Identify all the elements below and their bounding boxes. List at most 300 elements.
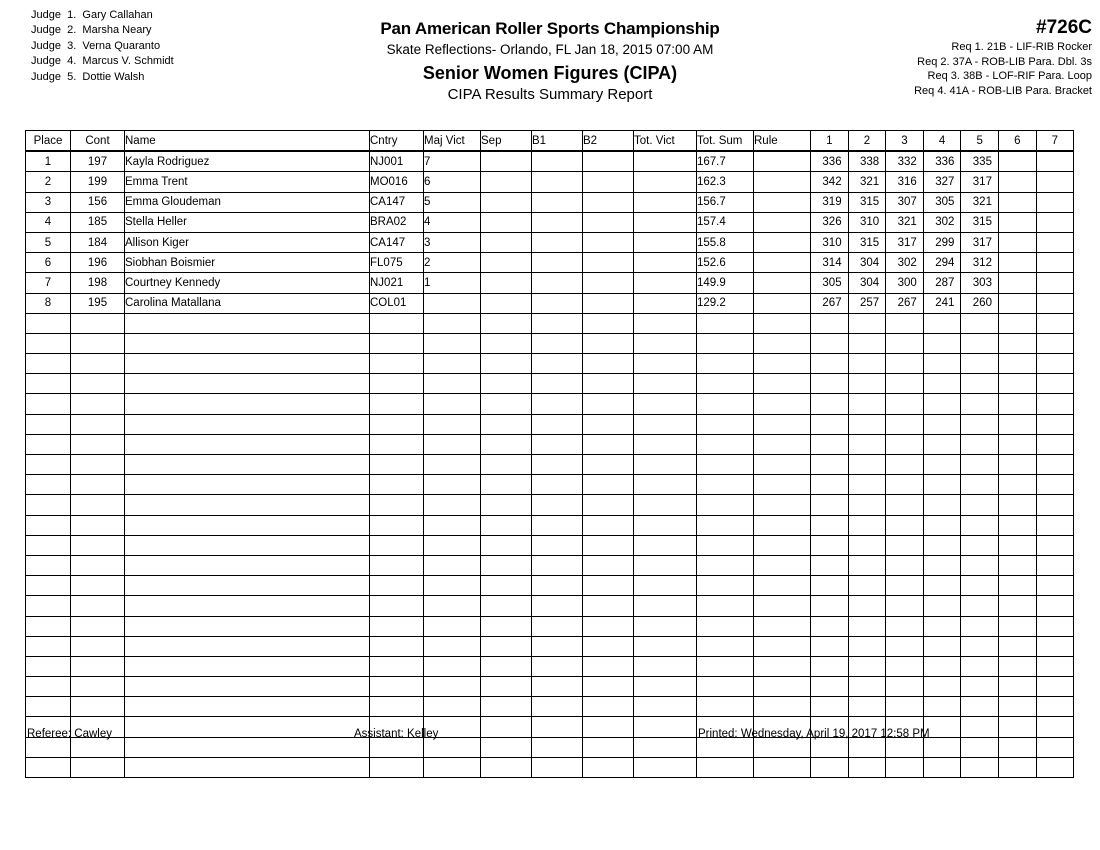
column-header: 5 xyxy=(961,131,999,152)
column-header: Tot. Sum xyxy=(697,131,754,152)
cell-rule xyxy=(754,192,811,212)
judge-entry xyxy=(31,23,174,38)
cell-empty xyxy=(811,374,849,394)
cell-empty xyxy=(923,757,961,777)
cell-empty xyxy=(370,455,424,475)
cell-place: 4 xyxy=(26,212,71,232)
judge-number: 4. xyxy=(67,55,77,68)
cell-empty xyxy=(848,475,886,495)
cell-tot-sum: 156.7 xyxy=(697,192,754,212)
cell-empty xyxy=(424,374,481,394)
cell-maj-vict xyxy=(424,293,481,313)
cell-empty xyxy=(923,394,961,414)
cell-empty xyxy=(923,656,961,676)
cell-empty xyxy=(532,555,583,575)
cell-empty xyxy=(998,414,1036,434)
cell-empty xyxy=(125,576,370,596)
cell-empty xyxy=(754,475,811,495)
table-row-empty xyxy=(26,455,1074,475)
cell-judge-score: 312 xyxy=(961,253,999,273)
cell-name: Kayla Rodriguez xyxy=(125,151,370,172)
cell-empty xyxy=(370,555,424,575)
cell-empty xyxy=(811,535,849,555)
cell-judge-score xyxy=(1036,212,1074,232)
cell-cntry: CA147 xyxy=(370,192,424,212)
cell-empty xyxy=(848,374,886,394)
cell-empty xyxy=(697,697,754,717)
cell-tot-sum: 157.4 xyxy=(697,212,754,232)
cell-judge-score xyxy=(1036,293,1074,313)
cell-rule xyxy=(754,273,811,293)
cell-judge-score: 336 xyxy=(923,151,961,172)
cell-empty xyxy=(754,414,811,434)
table-row xyxy=(26,253,1074,273)
cell-empty xyxy=(634,455,697,475)
cell-empty xyxy=(848,354,886,374)
cell-empty xyxy=(583,333,634,353)
cell-empty xyxy=(71,616,125,636)
cell-empty xyxy=(71,354,125,374)
cell-empty xyxy=(71,495,125,515)
cell-empty xyxy=(886,394,924,414)
cell-empty xyxy=(26,374,71,394)
referee-label: Referee: Cawley xyxy=(27,728,113,740)
cell-empty xyxy=(532,313,583,333)
cell-tot-vict xyxy=(634,192,697,212)
cell-empty xyxy=(754,374,811,394)
cell-empty xyxy=(583,313,634,333)
cell-empty xyxy=(923,434,961,454)
cell-empty xyxy=(125,354,370,374)
cell-empty xyxy=(811,616,849,636)
table-row-empty xyxy=(26,677,1074,697)
cell-empty xyxy=(370,636,424,656)
column-header: Rule xyxy=(754,131,811,152)
cell-empty xyxy=(634,555,697,575)
cell-b2 xyxy=(583,253,634,273)
cell-empty xyxy=(634,596,697,616)
cell-judge-score: 316 xyxy=(886,172,924,192)
cell-empty xyxy=(481,515,532,535)
judge-name: Dottie Walsh xyxy=(82,70,145,83)
cell-judge-score: 338 xyxy=(848,151,886,172)
report-header xyxy=(0,0,1100,118)
cell-empty xyxy=(754,495,811,515)
cell-empty xyxy=(481,455,532,475)
table-row-empty xyxy=(26,515,1074,535)
column-header: 2 xyxy=(848,131,886,152)
cell-empty xyxy=(961,515,999,535)
cell-empty xyxy=(424,677,481,697)
cell-empty xyxy=(754,636,811,656)
cell-empty xyxy=(697,677,754,697)
cell-rule xyxy=(754,253,811,273)
cell-empty xyxy=(886,677,924,697)
judge-name: Gary Callahan xyxy=(82,9,153,21)
cell-empty xyxy=(71,555,125,575)
cell-empty xyxy=(125,535,370,555)
cell-empty xyxy=(886,555,924,575)
cell-empty xyxy=(634,636,697,656)
cell-empty xyxy=(71,414,125,434)
cell-empty xyxy=(532,333,583,353)
cell-empty xyxy=(424,354,481,374)
table-row-empty xyxy=(26,576,1074,596)
cell-sep xyxy=(481,151,532,172)
cell-empty xyxy=(481,656,532,676)
cell-empty xyxy=(886,313,924,333)
table-row xyxy=(26,293,1074,313)
cell-cont: 184 xyxy=(71,232,125,252)
cell-empty xyxy=(923,535,961,555)
cell-tot-sum: 129.2 xyxy=(697,293,754,313)
cell-b2 xyxy=(583,212,634,232)
cell-judge-score xyxy=(1036,151,1074,172)
cell-empty xyxy=(26,475,71,495)
table-row-empty xyxy=(26,535,1074,555)
cell-empty xyxy=(125,333,370,353)
table-row-empty xyxy=(26,495,1074,515)
cell-empty xyxy=(998,394,1036,414)
cell-empty xyxy=(26,313,71,333)
judge-entry xyxy=(31,54,174,69)
cell-b2 xyxy=(583,151,634,172)
cell-empty xyxy=(697,455,754,475)
cell-empty xyxy=(532,697,583,717)
cell-cntry: CA147 xyxy=(370,232,424,252)
table-row-empty xyxy=(26,374,1074,394)
cell-tot-vict xyxy=(634,293,697,313)
event-title: Pan American Roller Sports Championship xyxy=(380,19,720,38)
cell-empty xyxy=(998,515,1036,535)
cell-empty xyxy=(961,394,999,414)
judge-role-label: Judge xyxy=(31,55,61,68)
cell-empty xyxy=(481,535,532,555)
cell-empty xyxy=(961,475,999,495)
cell-empty xyxy=(532,434,583,454)
cell-empty xyxy=(1036,354,1074,374)
judge-role-label: Judge xyxy=(31,70,61,83)
cell-b2 xyxy=(583,172,634,192)
cell-empty xyxy=(370,434,424,454)
table-row xyxy=(26,212,1074,232)
cell-empty xyxy=(424,394,481,414)
cell-judge-score: 303 xyxy=(961,273,999,293)
cell-empty xyxy=(697,757,754,777)
cell-empty xyxy=(961,535,999,555)
cell-empty xyxy=(370,515,424,535)
cell-empty xyxy=(754,616,811,636)
judge-role-label: Judge xyxy=(31,24,61,37)
cell-empty xyxy=(811,354,849,374)
cell-b1 xyxy=(532,293,583,313)
cell-empty xyxy=(1036,414,1074,434)
cell-empty xyxy=(634,535,697,555)
column-header: Maj Vict xyxy=(424,131,481,152)
cell-empty xyxy=(634,495,697,515)
table-row-empty xyxy=(26,475,1074,495)
cell-empty xyxy=(998,616,1036,636)
cell-place: 1 xyxy=(26,151,71,172)
cell-empty xyxy=(1036,677,1074,697)
cell-empty xyxy=(1036,697,1074,717)
cell-empty xyxy=(634,576,697,596)
cell-empty xyxy=(424,555,481,575)
cell-tot-sum: 155.8 xyxy=(697,232,754,252)
cell-empty xyxy=(370,616,424,636)
judge-panel xyxy=(31,8,174,85)
cell-empty xyxy=(923,455,961,475)
cell-empty xyxy=(370,757,424,777)
cell-empty xyxy=(634,475,697,495)
cell-empty xyxy=(370,475,424,495)
cell-judge-score: 315 xyxy=(848,232,886,252)
cell-empty xyxy=(754,394,811,414)
requirement-line: Req 2. 37A - ROB-LIB Para. Dbl. 3s xyxy=(917,55,1092,68)
cell-empty xyxy=(481,414,532,434)
cell-judge-score: 304 xyxy=(848,273,886,293)
cell-b1 xyxy=(532,232,583,252)
cell-tot-vict xyxy=(634,253,697,273)
judge-number: 5. xyxy=(67,70,77,83)
cell-empty xyxy=(923,555,961,575)
cell-judge-score xyxy=(998,273,1036,293)
cell-cont: 199 xyxy=(71,172,125,192)
cell-empty xyxy=(697,636,754,656)
cell-maj-vict: 2 xyxy=(424,253,481,273)
cell-empty xyxy=(424,414,481,434)
cell-empty xyxy=(848,677,886,697)
cell-empty xyxy=(26,434,71,454)
cell-empty xyxy=(886,616,924,636)
cell-maj-vict: 4 xyxy=(424,212,481,232)
cell-judge-score: 342 xyxy=(811,172,849,192)
cell-place: 6 xyxy=(26,253,71,273)
cell-cont: 196 xyxy=(71,253,125,273)
cell-empty xyxy=(71,394,125,414)
cell-empty xyxy=(71,455,125,475)
cell-tot-sum: 149.9 xyxy=(697,273,754,293)
cell-empty xyxy=(811,596,849,616)
cell-name: Emma Trent xyxy=(125,172,370,192)
cell-judge-score xyxy=(998,151,1036,172)
cell-empty xyxy=(697,616,754,636)
cell-tot-sum: 167.7 xyxy=(697,151,754,172)
cell-tot-vict xyxy=(634,212,697,232)
cell-empty xyxy=(754,455,811,475)
column-header: B1 xyxy=(532,131,583,152)
cell-name: Emma Gloudeman xyxy=(125,192,370,212)
cell-empty xyxy=(848,434,886,454)
cell-empty xyxy=(923,697,961,717)
cell-empty xyxy=(370,535,424,555)
cell-tot-sum: 162.3 xyxy=(697,172,754,192)
cell-b1 xyxy=(532,192,583,212)
table-row-empty xyxy=(26,555,1074,575)
cell-empty xyxy=(1036,495,1074,515)
cell-empty xyxy=(583,616,634,636)
cell-empty xyxy=(71,677,125,697)
cell-empty xyxy=(754,757,811,777)
cell-empty xyxy=(583,455,634,475)
cell-empty xyxy=(998,757,1036,777)
cell-empty xyxy=(583,434,634,454)
cell-empty xyxy=(998,677,1036,697)
cell-empty xyxy=(532,455,583,475)
table-row-empty xyxy=(26,354,1074,374)
table-row-empty xyxy=(26,414,1074,434)
cell-empty xyxy=(26,394,71,414)
cell-cntry: FL075 xyxy=(370,253,424,273)
cell-empty xyxy=(370,495,424,515)
cell-empty xyxy=(26,414,71,434)
cell-sep xyxy=(481,212,532,232)
cell-empty xyxy=(998,596,1036,616)
cell-empty xyxy=(697,374,754,394)
cell-name: Courtney Kennedy xyxy=(125,273,370,293)
cell-judge-score: 294 xyxy=(923,253,961,273)
cell-tot-vict xyxy=(634,151,697,172)
cell-empty xyxy=(811,414,849,434)
cell-empty xyxy=(532,636,583,656)
cell-empty xyxy=(634,313,697,333)
cell-empty xyxy=(125,495,370,515)
cell-empty xyxy=(125,475,370,495)
cell-empty xyxy=(125,757,370,777)
table-row-empty xyxy=(26,596,1074,616)
cell-empty xyxy=(697,475,754,495)
cell-empty xyxy=(481,576,532,596)
cell-sep xyxy=(481,293,532,313)
cell-empty xyxy=(886,495,924,515)
table-header-row xyxy=(26,131,1074,152)
cell-empty xyxy=(811,394,849,414)
cell-empty xyxy=(370,677,424,697)
cell-empty xyxy=(961,677,999,697)
cell-empty xyxy=(424,656,481,676)
cell-empty xyxy=(26,495,71,515)
cell-empty xyxy=(811,313,849,333)
cell-empty xyxy=(532,475,583,495)
cell-b2 xyxy=(583,273,634,293)
cell-empty xyxy=(848,656,886,676)
cell-judge-score: 267 xyxy=(811,293,849,313)
cell-b2 xyxy=(583,232,634,252)
cell-empty xyxy=(961,354,999,374)
cell-empty xyxy=(481,394,532,414)
cell-empty xyxy=(998,555,1036,575)
cell-b1 xyxy=(532,151,583,172)
cell-empty xyxy=(848,414,886,434)
cell-empty xyxy=(634,354,697,374)
cell-empty xyxy=(424,616,481,636)
cell-empty xyxy=(848,515,886,535)
cell-empty xyxy=(923,515,961,535)
cell-empty xyxy=(481,495,532,515)
column-header: B2 xyxy=(583,131,634,152)
cell-empty xyxy=(424,515,481,535)
cell-empty xyxy=(370,333,424,353)
cell-empty xyxy=(370,414,424,434)
cell-empty xyxy=(811,636,849,656)
cell-empty xyxy=(697,354,754,374)
cell-empty xyxy=(811,495,849,515)
cell-empty xyxy=(634,434,697,454)
cell-judge-score xyxy=(1036,172,1074,192)
cell-empty xyxy=(583,475,634,495)
cell-empty xyxy=(532,677,583,697)
cell-empty xyxy=(481,434,532,454)
cell-empty xyxy=(481,333,532,353)
cell-empty xyxy=(481,555,532,575)
cell-empty xyxy=(961,414,999,434)
cell-name: Allison Kiger xyxy=(125,232,370,252)
cell-empty xyxy=(370,697,424,717)
judge-number: 3. xyxy=(67,39,77,52)
table-row-empty xyxy=(26,656,1074,676)
cell-cntry: NJ021 xyxy=(370,273,424,293)
cell-empty xyxy=(1036,374,1074,394)
cell-empty xyxy=(26,455,71,475)
cell-empty xyxy=(923,354,961,374)
requirement-line: Req 1. 21B - LIF-RIB Rocker xyxy=(951,41,1092,53)
cell-empty xyxy=(583,677,634,697)
cell-empty xyxy=(754,697,811,717)
cell-empty xyxy=(583,555,634,575)
cell-empty xyxy=(697,495,754,515)
cell-empty xyxy=(71,515,125,535)
cell-empty xyxy=(754,596,811,616)
cell-judge-score: 314 xyxy=(811,253,849,273)
judge-number: 1. xyxy=(67,9,77,21)
cell-judge-score: 241 xyxy=(923,293,961,313)
cell-empty xyxy=(886,333,924,353)
cell-empty xyxy=(1036,394,1074,414)
cell-cntry: NJ001 xyxy=(370,151,424,172)
table-row xyxy=(26,192,1074,212)
cell-cntry: BRA02 xyxy=(370,212,424,232)
cell-empty xyxy=(26,354,71,374)
cell-empty xyxy=(998,354,1036,374)
cell-sep xyxy=(481,273,532,293)
cell-judge-score: 302 xyxy=(923,212,961,232)
cell-empty xyxy=(1036,434,1074,454)
cell-empty xyxy=(886,374,924,394)
cell-empty xyxy=(998,576,1036,596)
cell-empty xyxy=(634,374,697,394)
cell-empty xyxy=(481,313,532,333)
cell-empty xyxy=(125,616,370,636)
event-number: #726C xyxy=(1036,17,1092,38)
judge-name: Marcus V. Schmidt xyxy=(82,55,174,68)
cell-empty xyxy=(370,394,424,414)
cell-empty xyxy=(424,636,481,656)
cell-empty xyxy=(532,354,583,374)
cell-cont: 195 xyxy=(71,293,125,313)
cell-judge-score: 287 xyxy=(923,273,961,293)
cell-name: Siobhan Boismier xyxy=(125,253,370,273)
cell-empty xyxy=(370,656,424,676)
cell-empty xyxy=(583,656,634,676)
cell-place: 3 xyxy=(26,192,71,212)
cell-empty xyxy=(848,596,886,616)
cell-empty xyxy=(634,515,697,535)
cell-empty xyxy=(811,656,849,676)
cell-empty xyxy=(125,555,370,575)
cell-judge-score xyxy=(1036,273,1074,293)
cell-empty xyxy=(923,333,961,353)
table-row-empty xyxy=(26,636,1074,656)
